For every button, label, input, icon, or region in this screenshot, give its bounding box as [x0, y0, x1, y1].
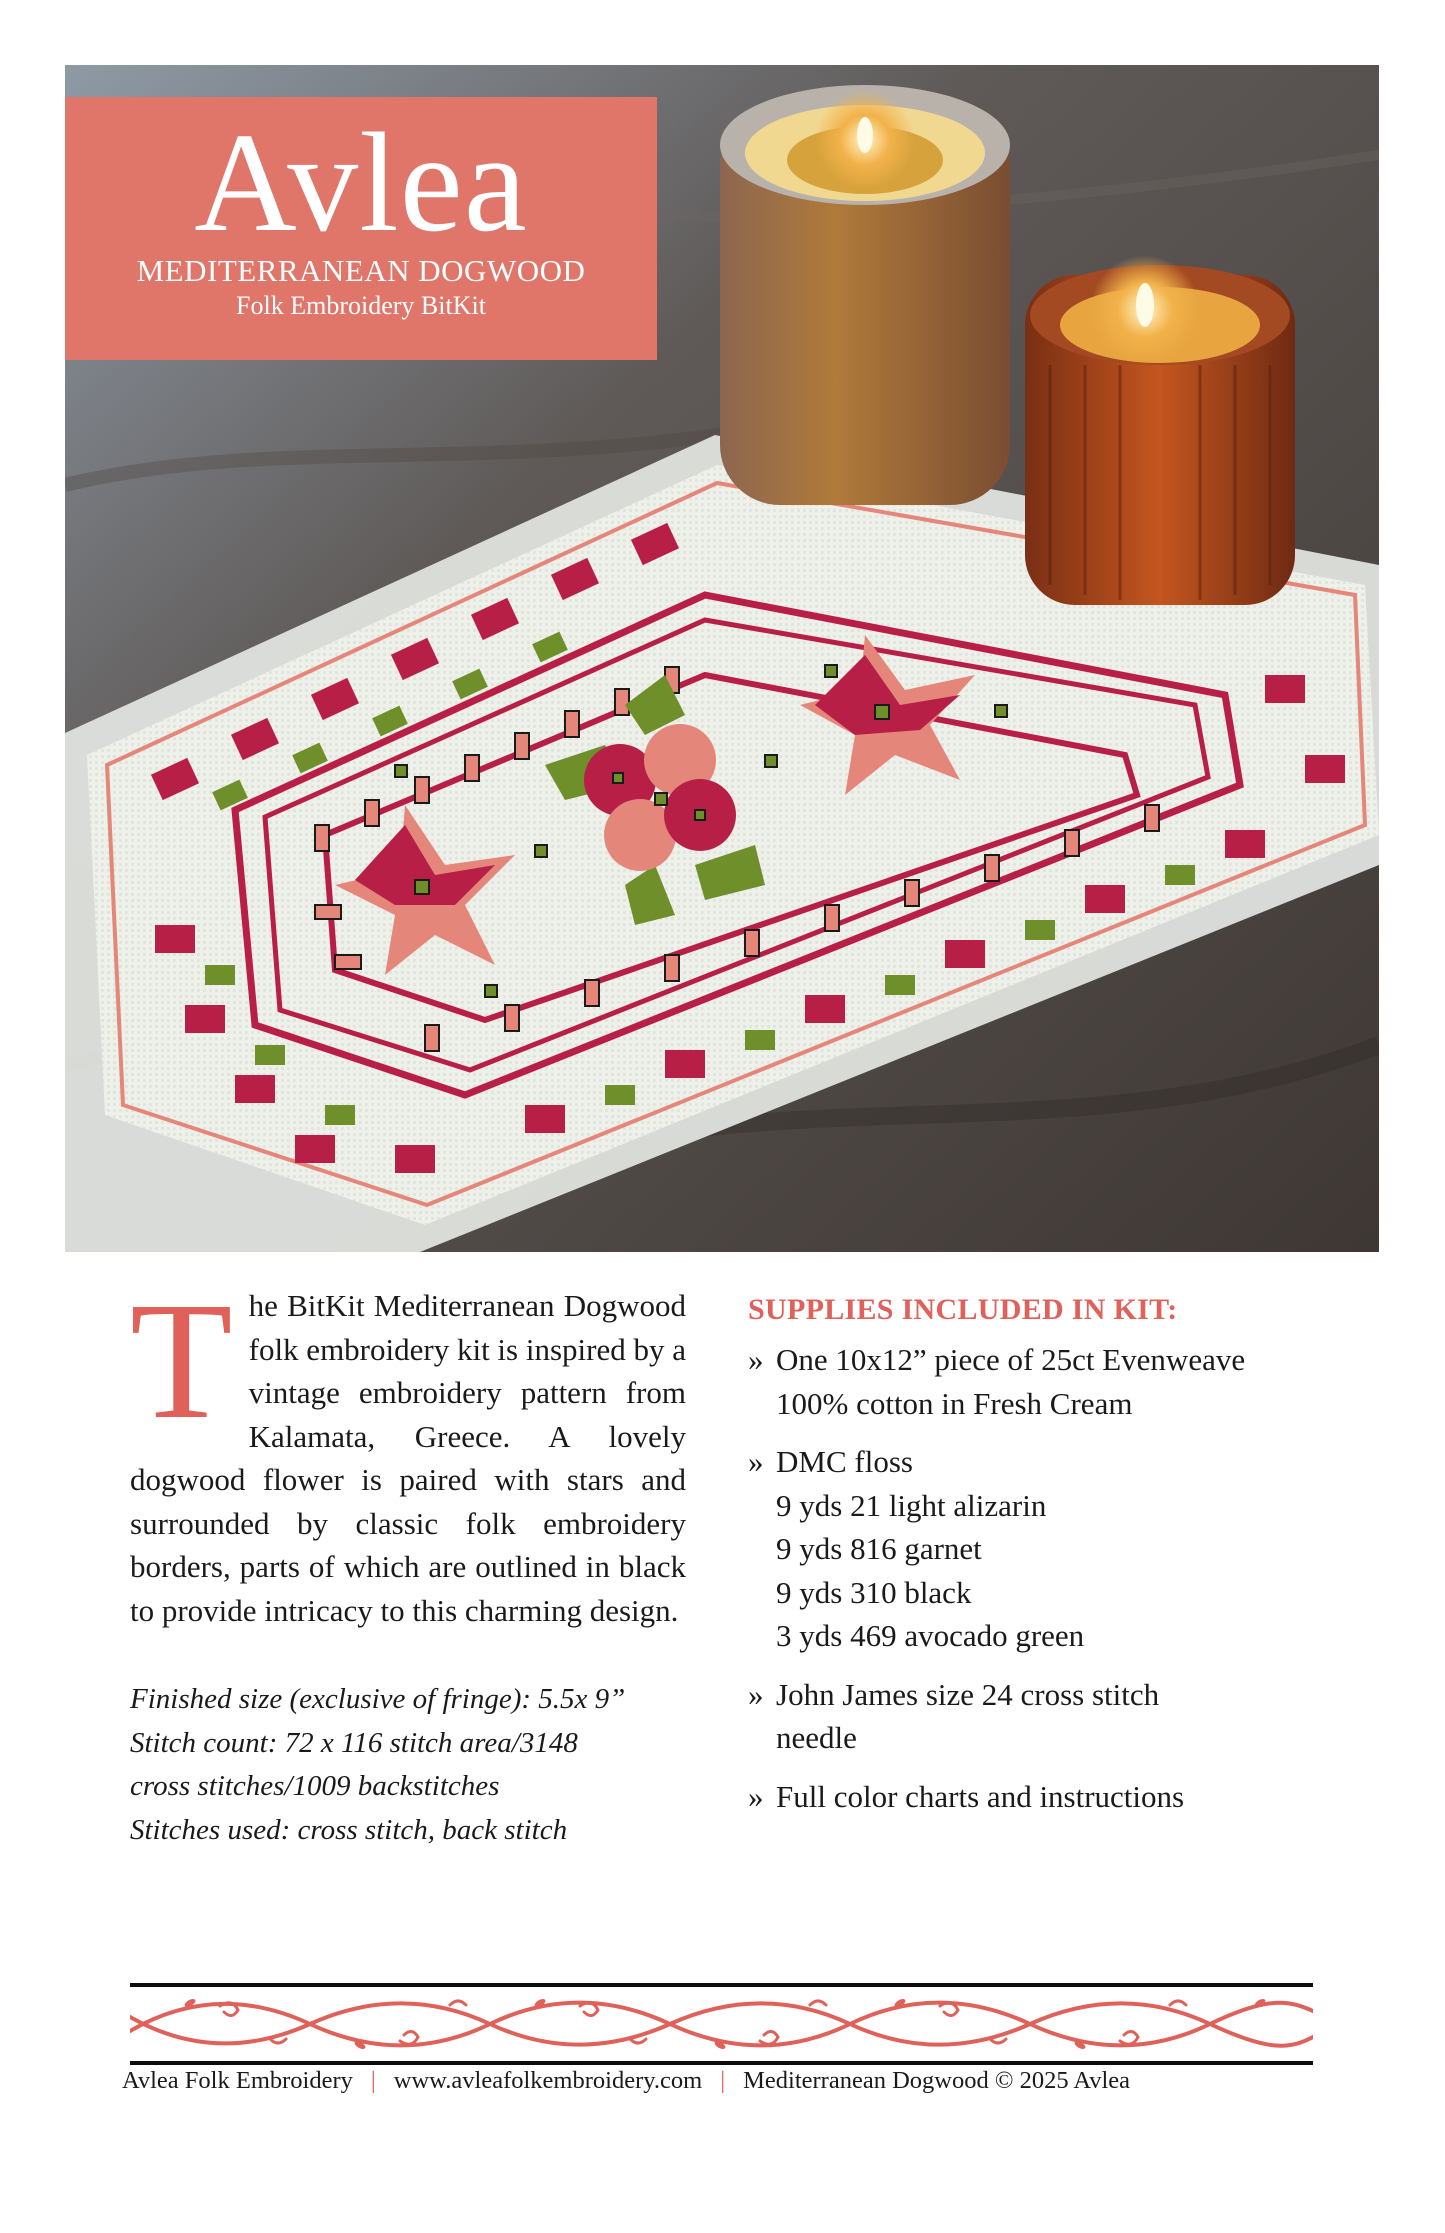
- bullet-icon: »: [748, 1676, 764, 1712]
- bullet-icon: »: [748, 1778, 764, 1814]
- bullet-icon: »: [748, 1342, 764, 1377]
- footer-separator: |: [370, 2067, 376, 2094]
- description-column: [130, 1268, 686, 1852]
- floss-black: 9 yds 310 black: [776, 1574, 972, 1610]
- spec-stitch-count-cont: cross stitches/1009 backstitches: [130, 1770, 500, 1802]
- border-rule-top: [130, 1983, 1313, 1987]
- spec-stitches-used: Stitches used: cross stitch, back stitch: [130, 1813, 568, 1846]
- brand-title: Avlea: [194, 103, 528, 261]
- supplies-heading: SUPPLIES INCLUDED IN KIT:: [748, 1293, 1178, 1326]
- intro-paragraph: [130, 1268, 686, 1632]
- floss-avocado-green: 3 yds 469 avocado green: [776, 1618, 1085, 1653]
- supply-item-needle: » John James size 24 cross stitch needle: [748, 1673, 1328, 1760]
- title-box: [65, 97, 657, 360]
- intro-text: he BitKit Mediterranean Dogwood folk embroidery kit is inspired by a vintage embroidery pattern from Kalamata, Greece. A lovely dogwood flower is paired with stars and surrounded by classic folk embroidery borders, parts of which are outlined in black to provide intricacy to this charming design.: [130, 1288, 686, 1628]
- vine-scroll-icon: [130, 1991, 1313, 2057]
- footer-separator: |: [720, 2067, 726, 2094]
- footer-copyright: Mediterranean Dogwood © 2025 Avlea: [743, 2067, 1131, 2094]
- footer-website-link[interactable]: www.avleafolkembroidery.com: [393, 2067, 703, 2094]
- drop-cap: T: [130, 1268, 233, 1454]
- floss-garnet: 9 yds 816 garnet: [776, 1531, 982, 1566]
- supplies-column: [748, 1290, 1328, 1833]
- small-candle-holder: [1025, 255, 1295, 605]
- supply-item-charts: » Full color charts and instructions: [748, 1775, 1328, 1819]
- footer: [122, 2062, 1322, 2100]
- kit-type: Folk Embroidery BitKit: [236, 290, 486, 320]
- supply-item-floss: » DMC floss 9 yds 21 light alizarin 9 yds 816 garnet 9 yds 310 black 3 yds 469 avocado green: [748, 1440, 1328, 1658]
- bullet-icon: »: [748, 1444, 764, 1479]
- floss-light-alizarin: 9 yds 21 light alizarin: [776, 1487, 1047, 1523]
- product-name: MEDITERRANEAN DOGWOOD: [136, 253, 586, 288]
- tall-candle-holder: [720, 85, 1010, 505]
- supply-item-fabric: » One 10x12” piece of 25ct Evenweave 100% cotton in Fresh Cream: [748, 1338, 1328, 1425]
- footer-brand: Avlea Folk Embroidery: [122, 2067, 353, 2094]
- decorative-vine-border: [130, 1983, 1313, 2065]
- spec-stitch-count: Stitch count: 72 x 116 stitch area/3148: [130, 1726, 578, 1759]
- spec-finished-size: Finished size (exclusive of fringe): 5.5x 9”: [130, 1683, 626, 1715]
- specs-list: [130, 1678, 686, 1852]
